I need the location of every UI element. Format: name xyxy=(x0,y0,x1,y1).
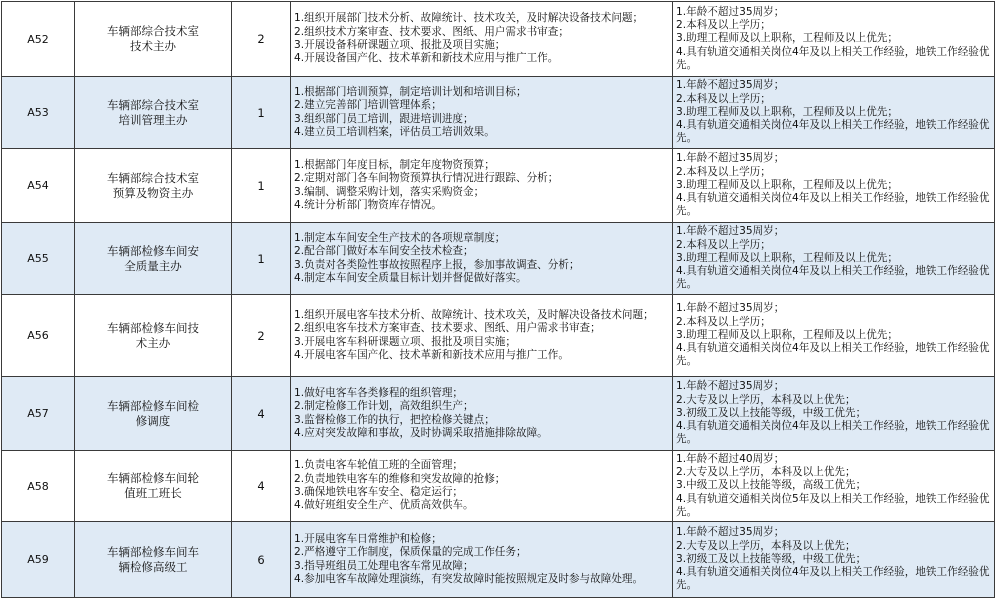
requirement-item: 2.本科及以上学历； xyxy=(676,315,771,328)
duty-item: 2.负责地铁电客车的维修和突发故障的抢修； xyxy=(294,472,506,485)
position-title-line: 车辆部检修车间技 xyxy=(107,320,199,335)
job-duties xyxy=(291,451,673,522)
position-title-line: 车辆部检修车间车 xyxy=(107,544,199,559)
position-title-line: 车辆部综合技术室 xyxy=(107,24,199,38)
duty-item: 2.定期对部门各车间物资预算执行情况进行跟踪、分析； xyxy=(294,172,559,185)
duty-item: 2.制定检修工作计划，高效组织生产； xyxy=(294,400,474,413)
job-duties xyxy=(291,295,673,377)
duty-item: 1.根据部门培训预算，制定培训计划和培训目标； xyxy=(294,85,527,98)
duty-item: 3.确保地铁电客车安全、稳定运行； xyxy=(294,486,464,498)
position-code: A57 xyxy=(2,377,75,451)
requirement-item: 2.大专及以上学历，本科及以上优先； xyxy=(676,393,856,406)
requirement-item: 3.助理工程师及以上职称，工程师及以上优先； xyxy=(676,328,898,341)
requirement-item: 4.具有轨道交通相关岗位4年及以上相关工作经验，地铁工作经验优先。 xyxy=(676,119,990,145)
duty-item: 4.建立员工培训档案，评估员工培训效果。 xyxy=(294,125,495,138)
position-code: A55 xyxy=(2,223,75,295)
headcount: 1 xyxy=(232,77,291,149)
position-code: A52 xyxy=(2,2,75,77)
position-title xyxy=(75,295,232,377)
requirement-item: 1.年龄不超过35周岁； xyxy=(676,225,785,238)
job-duties xyxy=(291,522,673,598)
position-title-line: 车辆部检修车间安 xyxy=(107,243,199,258)
duty-item: 4.制定本车间安全质量目标计划并督促做好落实。 xyxy=(294,271,527,284)
requirement-item: 4.具有轨道交通相关岗位4年及以上相关工作经验，地铁工作经验优先。 xyxy=(676,192,990,218)
position-title-line: 车辆部综合技术室 xyxy=(107,170,199,185)
duty-item: 2.配合部门做好本车间安全技术检查； xyxy=(294,245,474,258)
requirement-item: 4.具有轨道交通相关岗位4年及以上相关工作经验，地铁工作经验优先。 xyxy=(676,265,990,291)
requirement-item: 2.大专及以上学历，本科及以上优先； xyxy=(676,539,856,552)
requirement-item: 4.具有轨道交通相关岗位4年及以上相关工作经验，地铁工作经验优先。 xyxy=(676,45,990,71)
position-title-line: 全质量主办 xyxy=(124,258,182,273)
job-requirements xyxy=(673,522,995,598)
duty-item: 3.开展设备科研课题立项、报批及项目实施； xyxy=(294,39,506,51)
duty-item: 1.组织开展电客车技术分析、故障统计、技术攻关，及时解决设备技术问题； xyxy=(294,308,654,321)
table-row xyxy=(2,77,995,149)
duty-item: 1.组织开展部门技术分析、故障统计、技术攻关，及时解决设备技术问题； xyxy=(294,12,644,25)
duty-item: 3.开展电客车科研课题立项、报批及项目实施； xyxy=(294,335,516,348)
table-row xyxy=(2,295,995,377)
table-row xyxy=(2,522,995,598)
position-title-line: 预算及物资主办 xyxy=(112,185,194,200)
requirement-item: 4.具有轨道交通相关岗位4年及以上相关工作经验，地铁工作经验优先。 xyxy=(676,566,990,592)
job-duties xyxy=(291,377,673,451)
job-requirements xyxy=(673,149,995,223)
job-duties xyxy=(291,77,673,149)
position-title xyxy=(75,451,232,522)
requirement-item: 3.中级工及以上技能等级，高级工优先； xyxy=(676,479,867,492)
duty-item: 3.监督检修工作的执行，把控检修关键点； xyxy=(294,413,495,426)
position-title-line: 值班工班长 xyxy=(124,486,182,500)
requirement-item: 4.具有轨道交通相关岗位4年及以上相关工作经验，地铁工作经验优先。 xyxy=(676,420,990,446)
table-row xyxy=(2,2,995,77)
requirement-item: 3.助理工程师及以上职称，工程师及以上优先； xyxy=(676,105,898,118)
requirement-item: 1.年龄不超过35周岁； xyxy=(676,302,785,315)
duty-item: 1.根据部门年度目标，制定年度物资预算； xyxy=(294,158,495,171)
duty-item: 2.组织电客车技术方案审查、技术要求、图纸、用户需求书审查； xyxy=(294,322,601,335)
requirement-item: 1.年龄不超过35周岁； xyxy=(676,5,785,18)
job-duties xyxy=(291,2,673,77)
duty-item: 1.负责电客车轮值工班的全面管理； xyxy=(294,459,464,472)
requirement-item: 1.年龄不超过40周岁； xyxy=(676,452,785,465)
table-row xyxy=(2,149,995,223)
position-title xyxy=(75,522,232,598)
table-row xyxy=(2,451,995,522)
position-code: A54 xyxy=(2,149,75,223)
requirement-item: 3.助理工程师及以上职称，工程师及以上优先； xyxy=(676,178,898,191)
duty-item: 2.严格遵守工作制度，保质保量的完成工作任务； xyxy=(294,546,527,559)
duty-item: 4.开展设备国产化、技术革新和新技术应用与推广工作。 xyxy=(294,52,559,65)
duty-item: 1.制定本车间安全生产技术的各项规章制度； xyxy=(294,231,506,244)
duty-item: 4.统计分析部门物资库存情况。 xyxy=(294,198,442,211)
position-title-line: 技术主办 xyxy=(130,39,176,53)
requirement-item: 3.初级工及以上技能等级，中级工优先； xyxy=(676,406,867,419)
position-title-line: 辆检修高级工 xyxy=(118,559,188,574)
requirement-item: 1.年龄不超过35周岁； xyxy=(676,526,785,539)
requirement-item: 1.年龄不超过35周岁； xyxy=(676,79,785,92)
job-requirements xyxy=(673,77,995,149)
job-requirements xyxy=(673,223,995,295)
job-posting-table xyxy=(1,1,995,598)
position-title xyxy=(75,223,232,295)
requirement-item: 2.本科及以上学历； xyxy=(676,238,771,251)
table-row xyxy=(2,377,995,451)
position-title xyxy=(75,2,232,77)
headcount: 2 xyxy=(232,295,291,377)
position-title-line: 修调度 xyxy=(135,413,171,428)
duty-item: 2.组织技术方案审查、技术要求、图纸、用户需求书审查； xyxy=(294,25,569,38)
job-requirements xyxy=(673,295,995,377)
job-duties xyxy=(291,149,673,223)
requirement-item: 2.本科及以上学历； xyxy=(676,92,771,105)
position-title xyxy=(75,377,232,451)
requirement-item: 4.具有轨道交通相关岗位5年及以上相关工作经验，地铁工作经验优先。 xyxy=(676,492,990,518)
job-requirements xyxy=(673,2,995,77)
headcount: 2 xyxy=(232,2,291,77)
duty-item: 4.开展电客车国产化、技术革新和新技术应用与推广工作。 xyxy=(294,348,569,361)
duty-item: 3.负责对各类险性事故按照程序上报，参加事故调查、分析； xyxy=(294,258,580,271)
headcount: 1 xyxy=(232,223,291,295)
position-title-line: 培训管理主办 xyxy=(118,112,188,127)
position-title xyxy=(75,149,232,223)
job-duties xyxy=(291,223,673,295)
position-title-line: 车辆部综合技术室 xyxy=(107,97,199,112)
duty-item: 4.做好班组安全生产、优质高效供车。 xyxy=(294,499,474,512)
requirement-item: 2.大专及以上学历，本科及以上优先； xyxy=(676,466,856,479)
position-title-line: 术主办 xyxy=(135,335,171,350)
requirement-item: 3.初级工及以上技能等级，中级工优先； xyxy=(676,552,867,565)
table-row xyxy=(2,223,995,295)
requirement-item: 2.本科及以上学历； xyxy=(676,19,771,32)
requirement-item: 2.本科及以上学历； xyxy=(676,165,771,178)
duty-item: 3.组织部门员工培训，跟进培训进度； xyxy=(294,112,474,125)
job-requirements xyxy=(673,377,995,451)
headcount: 6 xyxy=(232,522,291,598)
duty-item: 4.参加电客车故障处理演练，有突发故障时能按照规定及时参与故障处理。 xyxy=(294,572,644,585)
position-code: A56 xyxy=(2,295,75,377)
requirement-item: 3.助理工程师及以上职称，工程师及以上优先； xyxy=(676,32,898,45)
duty-item: 1.做好电客车各类修程的组织管理； xyxy=(294,386,464,399)
duty-item: 3.指导班组员工处理电客车常见故障； xyxy=(294,559,474,572)
job-requirements xyxy=(673,451,995,522)
duty-item: 4.应对突发故障和事故，及时协调采取措施排除故障。 xyxy=(294,426,548,439)
requirement-item: 3.助理工程师及以上职称，工程师及以上优先； xyxy=(676,251,898,264)
requirement-item: 1.年龄不超过35周岁； xyxy=(676,380,785,393)
headcount: 4 xyxy=(232,377,291,451)
position-title xyxy=(75,77,232,149)
requirement-item: 1.年龄不超过35周岁； xyxy=(676,152,785,165)
duty-item: 3.编制、调整采购计划，落实采购资金； xyxy=(294,185,485,198)
position-code: A59 xyxy=(2,522,75,598)
headcount: 1 xyxy=(232,149,291,223)
position-title-line: 车辆部检修车间轮 xyxy=(107,471,199,485)
position-code: A58 xyxy=(2,451,75,522)
position-code: A53 xyxy=(2,77,75,149)
headcount: 4 xyxy=(232,451,291,522)
duty-item: 2.建立完善部门培训管理体系； xyxy=(294,99,442,112)
requirement-item: 4.具有轨道交通相关岗位4年及以上相关工作经验，地铁工作经验优先。 xyxy=(676,342,990,368)
position-title-line: 车辆部检修车间检 xyxy=(107,398,199,413)
duty-item: 1.开展电客车日常维护和检修； xyxy=(294,532,442,545)
table-body xyxy=(2,2,995,598)
